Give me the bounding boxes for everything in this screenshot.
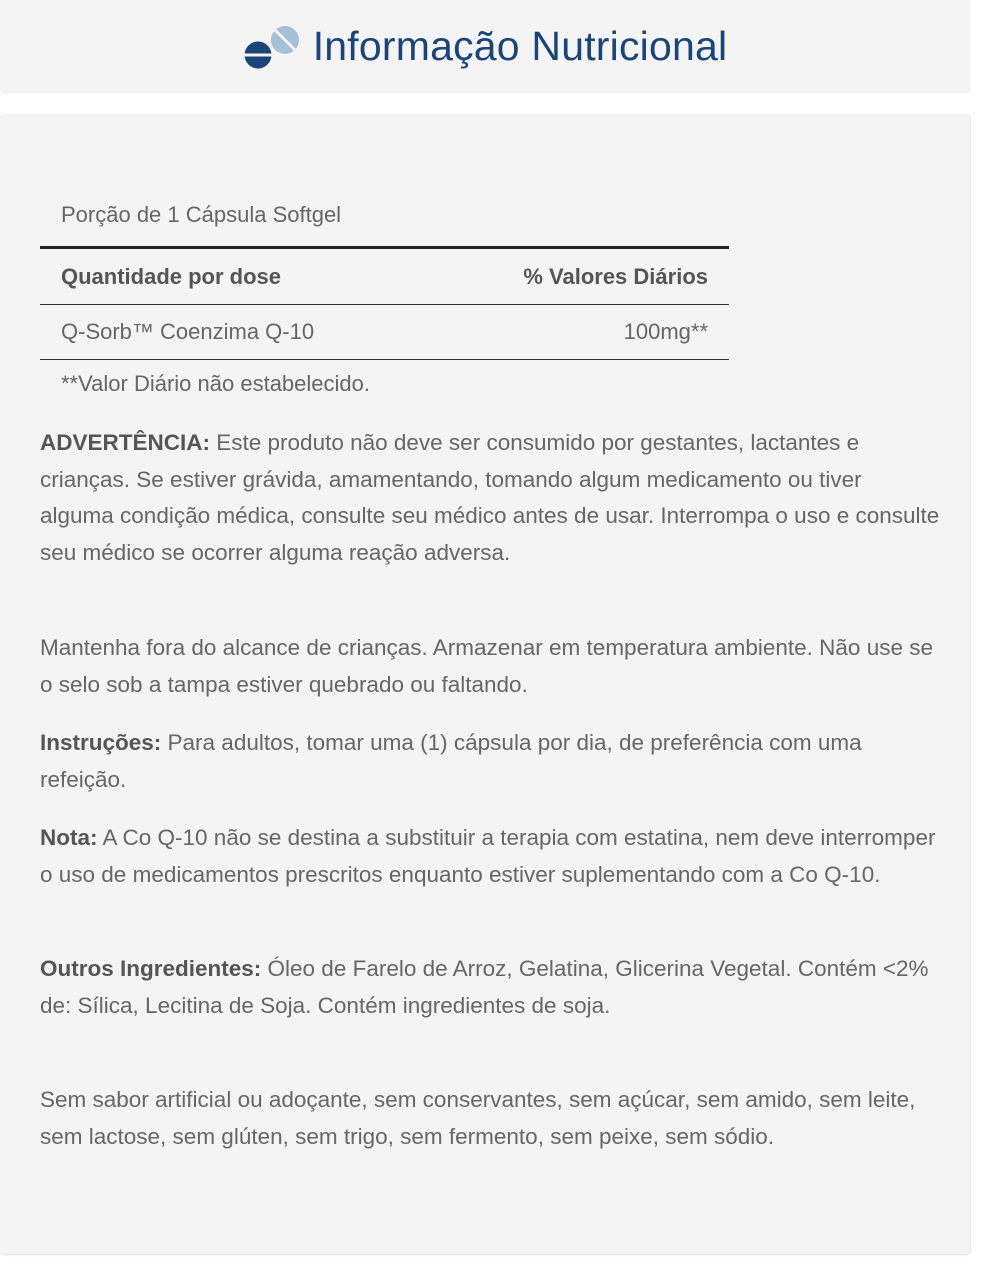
instructions-label: Instruções: (40, 730, 162, 755)
other-ingredients-paragraph (40, 951, 940, 1024)
warning-paragraph (40, 425, 940, 571)
footnote: **Valor Diário não estabelecido. (61, 371, 370, 396)
instructions-paragraph (40, 725, 940, 798)
free-from-text: Sem sabor artificial ou adoçante, sem conservantes, sem açúcar, sem amido, sem leite, sem lactose, sem glúten, sem trigo, sem fermento, sem peixe, sem sódio. (40, 1087, 916, 1149)
ingredient-name: Q-Sorb™ Coenzima Q-10 (61, 319, 315, 344)
note-paragraph (40, 820, 940, 893)
nutrition-panel (0, 114, 970, 1254)
page-title: Informação Nutricional (312, 22, 728, 69)
storage-paragraph (40, 630, 940, 703)
note-text: A Co Q-10 não se destina a substituir a terapia com estatina, nem deve interromper o uso de medicamentos prescritos enquanto estiver suplementando com a Co Q-10. (40, 825, 936, 887)
ingredient-value: 100mg** (623, 319, 708, 344)
instructions-text: Para adultos, tomar uma (1) cápsula por dia, de preferência com uma refeição. (40, 730, 862, 792)
column-header-amount: Quantidade por dose (61, 263, 282, 289)
free-from-paragraph (40, 1082, 940, 1155)
table-header-row (40, 248, 729, 305)
storage-text: Mantenha fora do alcance de crianças. Armazenar em temperatura ambiente. Não use se o selo sob a tampa estiver quebrado ou faltando. (40, 635, 933, 697)
table-row (40, 305, 729, 360)
note-label: Nota: (40, 825, 98, 850)
pills-icon (243, 23, 301, 71)
serving-size: Porção de 1 Cápsula Softgel (61, 202, 342, 227)
other-ingredients-label: Outros Ingredientes: (40, 956, 262, 981)
warning-label: ADVERTÊNCIA: (40, 430, 211, 455)
header-content (0, 0, 970, 92)
other-ingredients-text: Óleo de Farelo de Arroz, Gelatina, Glicerina Vegetal. Contém <2% de: Sílica, Lecitina de Soja. Contém ingredientes de soja. (40, 956, 929, 1018)
supplement-facts-table (40, 246, 729, 360)
header-bar (0, 0, 970, 92)
warning-text: Este produto não deve ser consumido por gestantes, lactantes e crianças. Se estiver grávida, amamentando, tomando algum medicamento ou tiver alguma condição médica, consulte seu médico antes de usar. Interrompa o uso e consulte seu médico se ocorrer alguma reação adversa. (40, 430, 940, 565)
column-header-daily-value: % Valores Diários (523, 263, 708, 289)
